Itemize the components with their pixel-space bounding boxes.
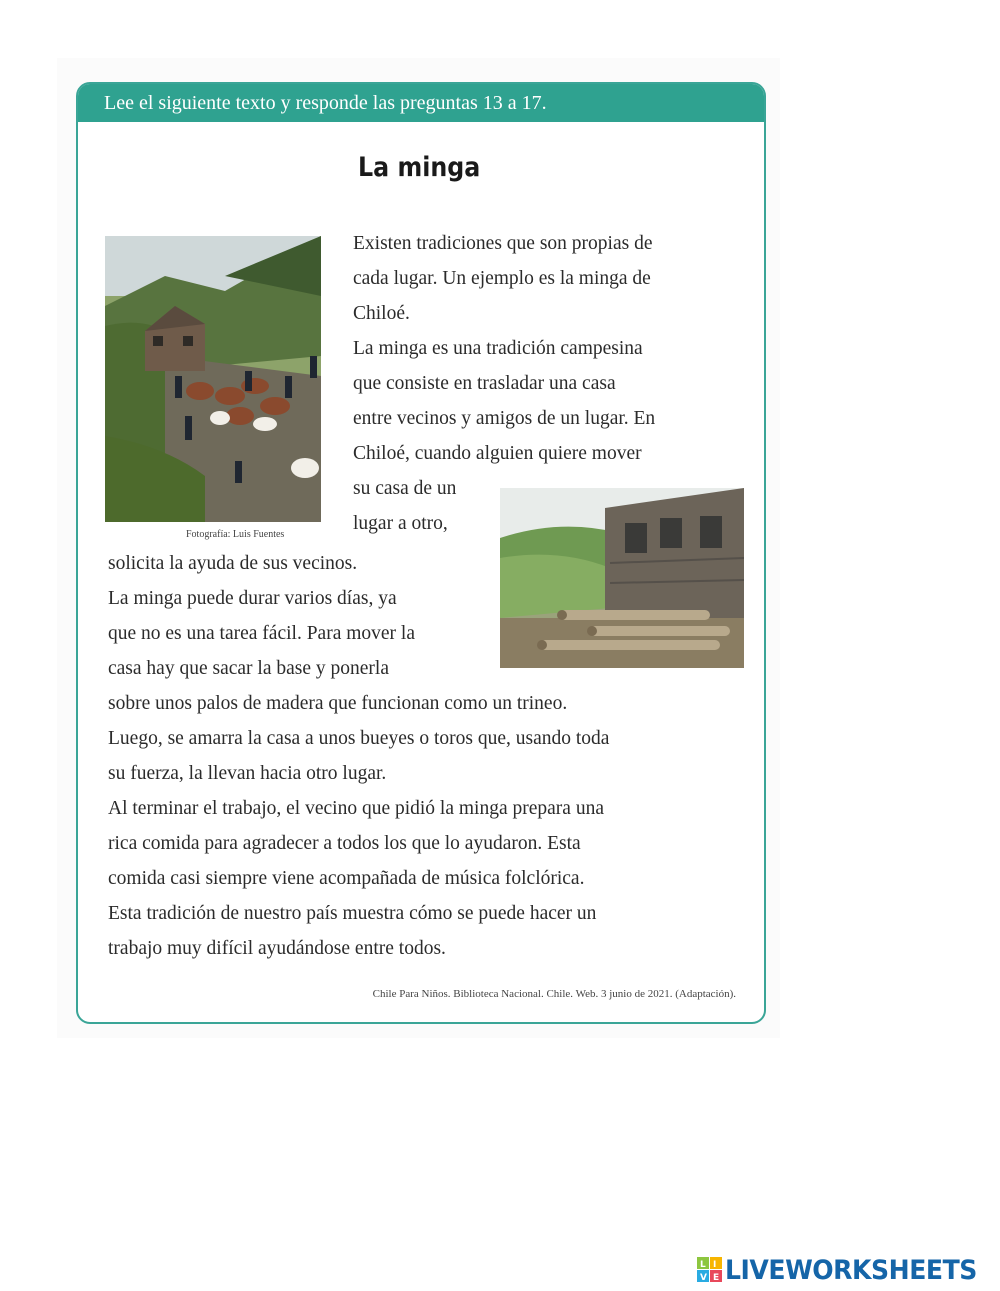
liveworksheets-logo [697, 1256, 996, 1284]
source-citation: Chile Para Niños. Biblioteca Nacional. Chile. Web. 3 junio de 2021. (Adaptación). [372, 988, 736, 1000]
text-line: comida casi siempre viene acompañada de música folclórica. [108, 868, 585, 889]
text-line: rica comida para agradecer a todos los que lo ayudaron. Esta [108, 833, 581, 854]
reading-card [76, 82, 766, 1024]
text-line: que no es una tarea fácil. Para mover la [108, 623, 415, 644]
text-line: La minga puede durar varios días, ya [108, 588, 397, 609]
house-logs-photo [500, 488, 744, 668]
text-line: su casa de un [353, 478, 457, 499]
text-line: Chiloé. [353, 303, 410, 324]
text-line: su fuerza, la llevan hacia otro lugar. [108, 763, 387, 784]
svg-text:V: V [700, 1273, 707, 1283]
text-line: que consiste en trasladar una casa [353, 373, 616, 394]
text-line: Luego, se amarra la casa a unos bueyes o toros que, usando toda [108, 728, 610, 749]
text-line: Existen tradiciones que son propias de [353, 233, 653, 254]
text-line: sobre unos palos de madera que funcionan como un trineo. [108, 693, 568, 714]
text-line: Chiloé, cuando alguien quiere mover [353, 443, 642, 464]
photo-caption: Fotografía: Luis Fuentes [186, 529, 285, 540]
svg-text:E: E [713, 1273, 720, 1283]
text-line: Al terminar el trabajo, el vecino que pidió la minga prepara una [108, 798, 604, 819]
svg-text:I: I [713, 1260, 717, 1270]
text-line: casa hay que sacar la base y ponerla [108, 658, 389, 679]
text-line: solicita la ayuda de sus vecinos. [108, 553, 358, 574]
liveworksheets-logo-icon [697, 1257, 723, 1283]
article-title: La minga [358, 152, 481, 183]
svg-text:L: L [700, 1260, 706, 1270]
text-line: Esta tradición de nuestro país muestra cómo se puede hacer un [108, 903, 597, 924]
text-line: cada lugar. Un ejemplo es la minga de [353, 268, 651, 289]
brand-name: LIVEWORKSHEETS [725, 1254, 977, 1286]
text-line: trabajo muy difícil ayudándose entre todos. [108, 938, 446, 959]
minga-photo [105, 236, 321, 522]
instruction-text: Lee el siguiente texto y responde las preguntas 13 a 17. [104, 92, 547, 114]
text-line: entre vecinos y amigos de un lugar. En [353, 408, 656, 429]
instruction-banner [78, 84, 764, 122]
text-line: La minga es una tradición campesina [353, 338, 643, 359]
text-line: lugar a otro, [353, 513, 448, 534]
